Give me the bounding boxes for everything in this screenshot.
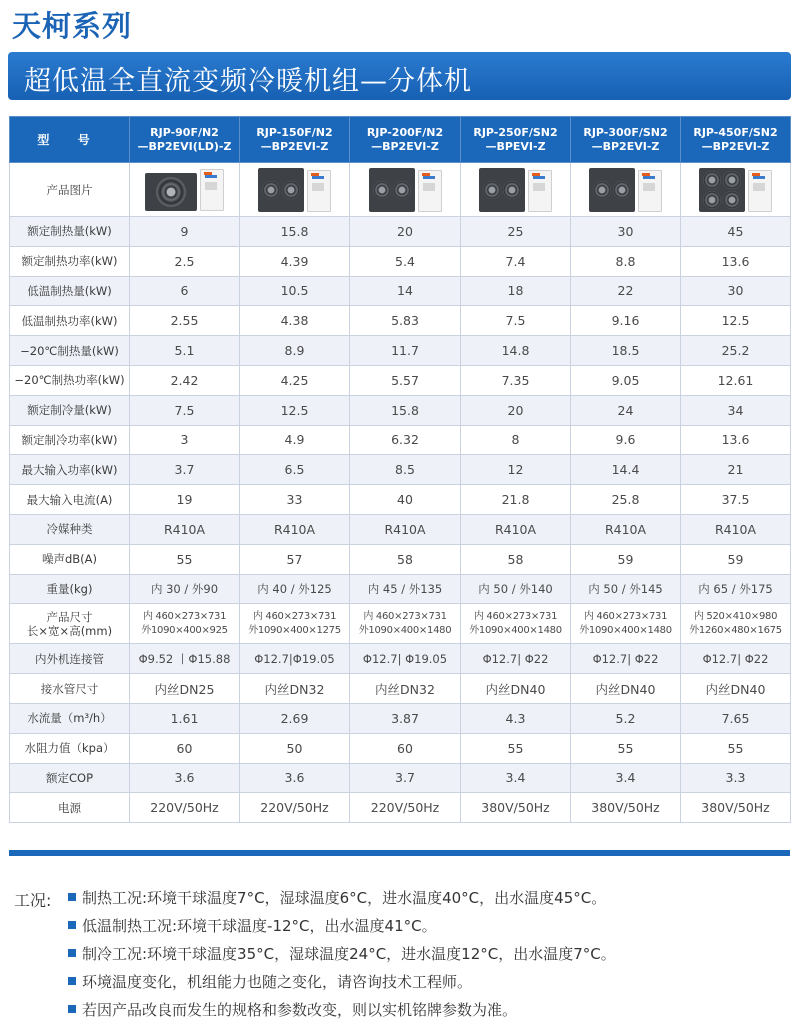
table-cell: 内 50 / 外140 <box>461 574 571 604</box>
table-cell: 3.7 <box>130 455 240 485</box>
table-cell: 60 <box>350 733 461 763</box>
table-row <box>10 336 791 366</box>
size-outer: 外1260×480×1675 <box>689 624 782 636</box>
indoor-unit-image <box>638 170 662 212</box>
table-cell: R410A <box>681 514 791 544</box>
table-row <box>10 644 791 674</box>
product-image <box>350 163 461 217</box>
note-text: 低温制热工况:环境干球温度-12°C，出水温度41°C。 <box>82 917 437 935</box>
table-cell: 13.6 <box>681 425 791 455</box>
notes-list <box>14 884 784 1024</box>
table-cell: 21 <box>681 455 791 485</box>
table-cell: 20 <box>350 217 461 247</box>
table-row <box>10 793 791 823</box>
row-label: 水流量（m³/h） <box>10 703 130 733</box>
table-cell: 220V/50Hz <box>240 793 350 823</box>
note-text: 制冷工况:环境干球温度35°C，湿球温度24°C，进水温度12°C，出水温度7°C。 <box>82 945 616 963</box>
model-header <box>461 117 571 163</box>
row-label: 额定制冷功率(kW) <box>10 425 130 455</box>
table-cell: 9.6 <box>571 425 681 455</box>
fan-icon <box>483 181 501 199</box>
table-cell: 3.6 <box>130 763 240 793</box>
model-name-line2: —BPEVI-Z <box>485 139 546 153</box>
size-inner: 内 460×273×731 <box>473 610 558 622</box>
table-row <box>10 703 791 733</box>
note-text: 若因产品改良而发生的规格和参数改变，则以实机铭牌参数为准。 <box>82 1001 518 1019</box>
table-cell: 58 <box>350 544 461 574</box>
table-bottom-bar <box>9 850 790 856</box>
table-cell: 5.4 <box>350 246 461 276</box>
fan-icon <box>262 181 280 199</box>
table-cell: 21.8 <box>461 485 571 515</box>
fan-icon <box>703 191 721 209</box>
table-cell: Φ12.7| Φ22 <box>681 644 791 674</box>
table-cell: 15.8 <box>350 395 461 425</box>
table-cell: 9.16 <box>571 306 681 336</box>
table-cell: 14.4 <box>571 455 681 485</box>
table-cell: R410A <box>240 514 350 544</box>
size-outer: 外1090×400×925 <box>141 624 228 636</box>
table-cell <box>681 604 791 644</box>
table-cell: 40 <box>350 485 461 515</box>
table-cell: 14 <box>350 276 461 306</box>
table-cell: 2.55 <box>130 306 240 336</box>
model-name-line1: RJP-200F/N2 <box>366 125 444 139</box>
table-cell: R410A <box>461 514 571 544</box>
table-cell: 11.7 <box>350 336 461 366</box>
table-cell: 380V/50Hz <box>571 793 681 823</box>
fan-icon <box>723 191 741 209</box>
table-cell: 3.4 <box>571 763 681 793</box>
table-cell: 13.6 <box>681 246 791 276</box>
size-inner: 内 520×410×980 <box>693 610 778 622</box>
table-cell: R410A <box>130 514 240 544</box>
fan-icon <box>282 181 300 199</box>
indoor-unit-image <box>418 170 442 212</box>
table-cell: 7.5 <box>130 395 240 425</box>
table-cell: 内 50 / 外145 <box>571 574 681 604</box>
table-cell: 37.5 <box>681 485 791 515</box>
table-cell: 12.5 <box>240 395 350 425</box>
square-bullet-icon <box>68 921 76 929</box>
fan-icon <box>156 177 186 207</box>
product-image <box>240 163 350 217</box>
indoor-unit-image <box>748 170 772 212</box>
table-cell: 20 <box>461 395 571 425</box>
indoor-unit-image <box>200 169 224 211</box>
table-cell: 2.69 <box>240 703 350 733</box>
table-cell: 33 <box>240 485 350 515</box>
table-cell: 50 <box>240 733 350 763</box>
table-cell: 2.42 <box>130 365 240 395</box>
table-cell: 7.35 <box>461 365 571 395</box>
table-cell: 380V/50Hz <box>681 793 791 823</box>
model-name-line2: —BP2EVI(LD)-Z <box>137 139 232 153</box>
table-cell: 380V/50Hz <box>461 793 571 823</box>
size-inner: 内 460×273×731 <box>583 610 668 622</box>
table-cell: 30 <box>681 276 791 306</box>
table-cell <box>350 604 461 644</box>
table-row <box>10 217 791 247</box>
model-name-line1: RJP-300F/SN2 <box>583 125 668 139</box>
table-cell: 内丝DN32 <box>240 674 350 704</box>
product-image <box>461 163 571 217</box>
row-label: 额定制冷量(kW) <box>10 395 130 425</box>
table-cell: Φ12.7| Φ22 <box>461 644 571 674</box>
table-cell: 4.3 <box>461 703 571 733</box>
row-label: 内外机连接管 <box>10 644 130 674</box>
table-cell: 55 <box>461 733 571 763</box>
note-item <box>68 940 784 968</box>
size-inner: 内 460×273×731 <box>252 610 337 622</box>
note-item <box>68 996 784 1024</box>
notes-section <box>14 884 784 1024</box>
table-cell <box>130 604 240 644</box>
table-row <box>10 365 791 395</box>
model-header <box>350 117 461 163</box>
row-label: 额定制热量(kW) <box>10 217 130 247</box>
notes-label: 工况: <box>14 891 52 910</box>
model-name-line2: —BP2EVI-Z <box>701 139 770 153</box>
table-cell: Φ9.52 丨Φ15.88 <box>130 644 240 674</box>
row-label: 噪声dB(A) <box>10 544 130 574</box>
table-cell: 55 <box>130 544 240 574</box>
table-cell: 9 <box>130 217 240 247</box>
model-name-line2: —BP2EVI-Z <box>260 139 329 153</box>
table-cell: 58 <box>461 544 571 574</box>
table-row <box>10 425 791 455</box>
table-row <box>10 574 791 604</box>
product-banner <box>8 52 791 100</box>
size-outer: 外1090×400×1480 <box>469 624 562 636</box>
size-label-line1: 产品尺寸 <box>46 609 93 624</box>
table-cell: 5.83 <box>350 306 461 336</box>
size-label-line2: 长×宽×高(mm) <box>26 623 113 638</box>
row-label: 额定COP <box>10 763 130 793</box>
square-bullet-icon <box>68 893 76 901</box>
table-cell: 1.61 <box>130 703 240 733</box>
table-cell: 3.87 <box>350 703 461 733</box>
table-cell: 内丝DN32 <box>350 674 461 704</box>
model-name-line2: —BP2EVI-Z <box>591 139 660 153</box>
table-cell: 7.5 <box>461 306 571 336</box>
table-cell: 14.8 <box>461 336 571 366</box>
table-cell: 2.5 <box>130 246 240 276</box>
table-cell: 25.2 <box>681 336 791 366</box>
row-label: 最大输入电流(A) <box>10 485 130 515</box>
table-cell: 220V/50Hz <box>130 793 240 823</box>
table-cell: Φ12.7|Φ19.05 <box>240 644 350 674</box>
table-cell: 4.39 <box>240 246 350 276</box>
table-cell: 内丝DN40 <box>461 674 571 704</box>
table-cell: 内丝DN40 <box>681 674 791 704</box>
fan-icon <box>723 171 741 189</box>
table-row <box>10 763 791 793</box>
product-image <box>681 163 791 217</box>
table-cell: 8.8 <box>571 246 681 276</box>
table-cell: 55 <box>571 733 681 763</box>
model-name-line1: RJP-150F/N2 <box>256 125 333 139</box>
table-cell: 18.5 <box>571 336 681 366</box>
fan-icon <box>503 181 521 199</box>
table-cell: 55 <box>681 733 791 763</box>
product-image <box>571 163 681 217</box>
table-cell: 内 40 / 外125 <box>240 574 350 604</box>
table-cell: 7.4 <box>461 246 571 276</box>
model-name-line1: RJP-90F/N2 <box>150 125 219 139</box>
table-cell: 3.3 <box>681 763 791 793</box>
table-cell: 59 <box>681 544 791 574</box>
banner-title: 超低温全直流变频冷暖机组—分体机 <box>24 66 472 97</box>
table-cell: 15.8 <box>240 217 350 247</box>
table-cell: 6.5 <box>240 455 350 485</box>
table-cell: 19 <box>130 485 240 515</box>
table-cell: 内丝DN40 <box>571 674 681 704</box>
spec-table <box>9 116 791 823</box>
table-cell: 内 65 / 外175 <box>681 574 791 604</box>
table-cell: 4.38 <box>240 306 350 336</box>
table-row <box>10 674 791 704</box>
size-outer: 外1090×400×1480 <box>579 624 672 636</box>
table-cell: 3.6 <box>240 763 350 793</box>
size-outer: 外1090×400×1275 <box>248 624 341 636</box>
table-cell: 12 <box>461 455 571 485</box>
note-item <box>68 968 784 996</box>
table-cell: 5.57 <box>350 365 461 395</box>
row-label: −20℃制热量(kW) <box>10 336 130 366</box>
table-row-size <box>10 604 791 644</box>
table-row <box>10 395 791 425</box>
table-cell: 34 <box>681 395 791 425</box>
table-cell: 5.2 <box>571 703 681 733</box>
table-cell: 8 <box>461 425 571 455</box>
table-cell: 6 <box>130 276 240 306</box>
indoor-unit-image <box>307 170 331 212</box>
indoor-unit-image <box>528 170 552 212</box>
table-row <box>10 455 791 485</box>
table-row-product-image <box>10 163 791 217</box>
table-cell: Φ12.7| Φ22 <box>571 644 681 674</box>
table-cell: 220V/50Hz <box>350 793 461 823</box>
table-cell: 3.4 <box>461 763 571 793</box>
table-cell: 30 <box>571 217 681 247</box>
row-label: 低温制热功率(kW) <box>10 306 130 336</box>
row-label: 接水管尺寸 <box>10 674 130 704</box>
table-cell: 9.05 <box>571 365 681 395</box>
size-outer: 外1090×400×1480 <box>358 624 452 636</box>
table-cell: 3 <box>130 425 240 455</box>
table-header-row <box>10 117 791 163</box>
row-label: 低温制热量(kW) <box>10 276 130 306</box>
row-label: 重量(kg) <box>10 574 130 604</box>
row-label <box>10 604 130 644</box>
fan-icon <box>703 171 721 189</box>
note-item <box>68 884 784 912</box>
table-cell: 内 30 / 外90 <box>130 574 240 604</box>
row-label: 产品图片 <box>10 163 130 217</box>
table-cell: 24 <box>571 395 681 425</box>
square-bullet-icon <box>68 977 76 985</box>
table-cell: 25 <box>461 217 571 247</box>
table-cell: 22 <box>571 276 681 306</box>
table-cell: 12.5 <box>681 306 791 336</box>
table-cell: 8.5 <box>350 455 461 485</box>
size-inner: 内 460×273×731 <box>363 610 447 622</box>
note-text: 制热工况:环境干球温度7°C，湿球温度6°C，进水温度40°C，出水温度45°C。 <box>82 889 607 907</box>
table-cell: 57 <box>240 544 350 574</box>
note-text: 环境温度变化，机组能力也随之变化，请咨询技术工程师。 <box>82 973 473 991</box>
table-cell: 3.7 <box>350 763 461 793</box>
table-cell: Φ12.7| Φ19.05 <box>350 644 461 674</box>
table-cell <box>571 604 681 644</box>
table-row <box>10 733 791 763</box>
table-cell: 内丝DN25 <box>130 674 240 704</box>
series-title: 天柯系列 <box>12 9 133 43</box>
table-cell: 60 <box>130 733 240 763</box>
row-label: 电源 <box>10 793 130 823</box>
product-image <box>130 163 240 217</box>
table-row <box>10 514 791 544</box>
row-label: 水阻力值（kpa） <box>10 733 130 763</box>
table-row <box>10 246 791 276</box>
table-row <box>10 276 791 306</box>
table-cell: 25.8 <box>571 485 681 515</box>
table-cell: 7.65 <box>681 703 791 733</box>
fan-icon <box>393 181 411 199</box>
model-name-line1: RJP-450F/SN2 <box>693 125 778 139</box>
row-label: 冷媒种类 <box>10 514 130 544</box>
table-cell <box>461 604 571 644</box>
table-row <box>10 306 791 336</box>
note-item <box>68 912 784 940</box>
model-label-header: 型 号 <box>10 117 130 163</box>
table-cell: 59 <box>571 544 681 574</box>
square-bullet-icon <box>68 1005 76 1013</box>
table-cell: R410A <box>571 514 681 544</box>
row-label: −20℃制热功率(kW) <box>10 365 130 395</box>
row-label: 额定制热功率(kW) <box>10 246 130 276</box>
table-cell: 12.61 <box>681 365 791 395</box>
table-cell: R410A <box>350 514 461 544</box>
model-header <box>681 117 791 163</box>
table-cell <box>240 604 350 644</box>
table-cell: 4.25 <box>240 365 350 395</box>
table-cell: 5.1 <box>130 336 240 366</box>
fan-icon <box>593 181 611 199</box>
table-cell: 8.9 <box>240 336 350 366</box>
model-header <box>571 117 681 163</box>
table-row <box>10 544 791 574</box>
square-bullet-icon <box>68 949 76 957</box>
table-row <box>10 485 791 515</box>
size-inner: 内 460×273×731 <box>142 610 227 622</box>
model-header <box>130 117 240 163</box>
fan-icon <box>373 181 391 199</box>
model-name-line2: —BP2EVI-Z <box>371 139 439 153</box>
table-cell: 内 45 / 外135 <box>350 574 461 604</box>
table-cell: 6.32 <box>350 425 461 455</box>
fan-icon <box>613 181 631 199</box>
model-name-line1: RJP-250F/SN2 <box>473 125 558 139</box>
table-cell: 45 <box>681 217 791 247</box>
table-cell: 10.5 <box>240 276 350 306</box>
table-cell: 18 <box>461 276 571 306</box>
row-label: 最大输入功率(kW) <box>10 455 130 485</box>
model-header <box>240 117 350 163</box>
table-cell: 4.9 <box>240 425 350 455</box>
